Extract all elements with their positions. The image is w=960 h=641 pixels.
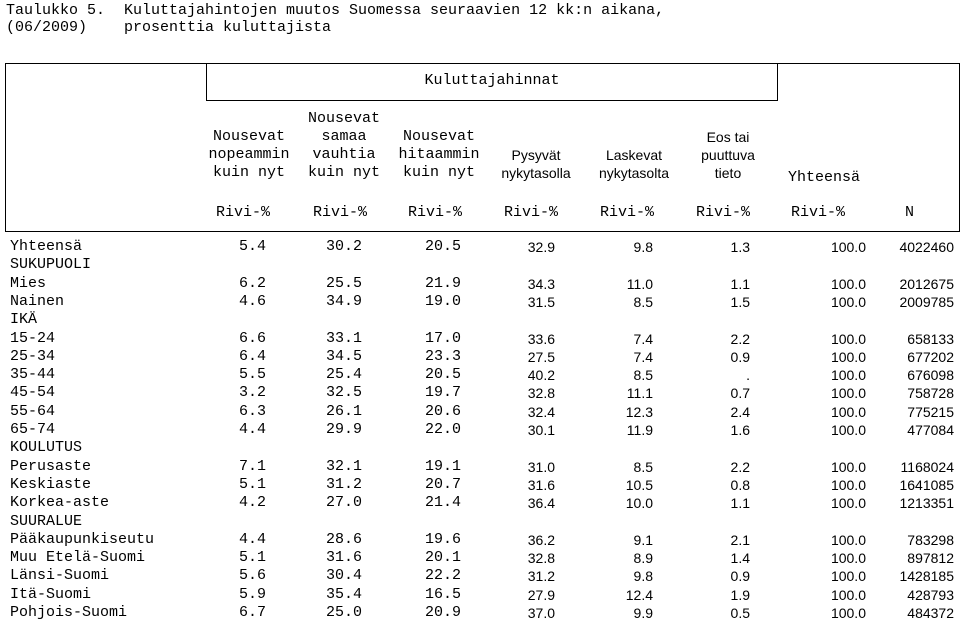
section-header-row	[0, 513, 960, 531]
table-cell: 100.0	[830, 422, 866, 438]
table-cell: 19.6	[424, 531, 461, 548]
row-label: Pääkaupunkiseutu	[10, 531, 155, 548]
table-cell: 5.9	[238, 586, 266, 603]
table-cell: 100.0	[830, 331, 866, 347]
table-cell: 5.1	[238, 549, 266, 566]
table-cell: 36.2	[527, 532, 555, 548]
table-cell: 22.2	[424, 567, 461, 584]
table-cell: 19.7	[424, 384, 461, 401]
table-cell: 677202	[907, 349, 954, 365]
table-cell: 16.5	[424, 586, 461, 603]
row-label: Keskiaste	[10, 476, 92, 493]
table-cell: 31.2	[527, 568, 555, 584]
table-cell: 1.4	[730, 550, 750, 566]
table-cell: 100.0	[830, 349, 866, 365]
table-cell: 100.0	[830, 294, 866, 310]
table-cell: 11.0	[626, 276, 653, 292]
table-row	[0, 366, 960, 384]
table-row	[0, 421, 960, 439]
table-cell: 31.6	[527, 477, 555, 493]
table-cell: 3.2	[238, 384, 266, 401]
table-cell: 1.9	[730, 587, 750, 603]
table-row	[0, 458, 960, 476]
table-cell: 17.0	[424, 330, 461, 347]
column-header-line: tieto	[714, 165, 742, 181]
table-cell: 11.1	[626, 385, 653, 401]
table-cell: 19.1	[424, 458, 461, 475]
table-cell: 9.1	[633, 532, 653, 548]
section-header-row	[0, 256, 960, 274]
table-cell: 23.3	[424, 348, 461, 365]
total-header: Yhteensä	[788, 169, 861, 186]
table-cell: 0.7	[730, 385, 750, 401]
table-cell: 25.4	[325, 366, 362, 383]
column-header-line: Nousevat	[402, 128, 475, 145]
table-row	[0, 494, 960, 512]
table-cell: 21.9	[424, 275, 461, 292]
unit-label: Rivi-%	[407, 204, 462, 221]
table-cell: 30.2	[325, 238, 362, 255]
column-header-line: nopeammin	[208, 146, 290, 163]
table-cell: 20.5	[424, 366, 461, 383]
table-cell: 19.0	[424, 293, 461, 310]
table-cell: 27.5	[527, 349, 555, 365]
row-label: 25-34	[10, 348, 56, 365]
table-cell: 32.1	[325, 458, 362, 475]
table-cell: 4.4	[238, 531, 266, 548]
table-cell: 897812	[907, 550, 954, 566]
column-header-line: Nousevat	[212, 128, 285, 145]
table-row	[0, 604, 960, 622]
column-header-line: kuin nyt	[212, 164, 285, 181]
table-row	[0, 403, 960, 421]
row-label: Pohjois-Suomi	[10, 604, 128, 621]
table-row	[0, 549, 960, 567]
table-period: (06/2009)	[6, 19, 88, 36]
table-cell: 26.1	[325, 403, 362, 420]
table-cell: 34.9	[325, 293, 362, 310]
unit-label: Rivi-%	[695, 204, 750, 221]
table-cell: 1428185	[899, 568, 954, 584]
table-cell: 32.5	[325, 384, 362, 401]
section-header-row	[0, 311, 960, 329]
row-label: Muu Etelä-Suomi	[10, 549, 146, 566]
row-label: Nainen	[10, 293, 65, 310]
table-cell: 758728	[907, 385, 954, 401]
row-label: SUKUPUOLI	[10, 256, 92, 273]
table-cell: 100.0	[830, 495, 866, 511]
row-label: Mies	[10, 275, 47, 292]
table-cell: 25.0	[325, 604, 362, 621]
column-header-line: Pysyvät	[511, 147, 561, 163]
table-cell: 2.2	[730, 459, 750, 475]
table-cell: 40.2	[527, 367, 555, 383]
table-title-line2: prosenttia kuluttajista	[124, 19, 332, 36]
table-row	[0, 384, 960, 402]
column-header-line: kuin nyt	[402, 164, 475, 181]
group-divider	[206, 100, 778, 101]
table-row	[0, 531, 960, 549]
group-header: Kuluttajahinnat	[424, 72, 560, 89]
table-cell: 1.3	[730, 239, 750, 255]
table-cell: 4.6	[238, 293, 266, 310]
table-cell: 11.9	[626, 422, 653, 438]
column-header-line: samaa	[321, 128, 367, 145]
unit-label: Rivi-%	[790, 204, 845, 221]
table-row	[0, 476, 960, 494]
column-header-line: nykytasolla	[501, 165, 571, 181]
table-cell: 2012675	[899, 276, 954, 292]
table-cell: 477084	[907, 422, 954, 438]
row-label: Länsi-Suomi	[10, 567, 110, 584]
table-cell: 1.5	[730, 294, 750, 310]
table-cell: 100.0	[830, 532, 866, 548]
table-cell: 100.0	[830, 587, 866, 603]
row-label: 35-44	[10, 366, 56, 383]
table-cell: 1.1	[730, 495, 750, 511]
table-cell: 4.4	[238, 421, 266, 438]
table-cell: 32.8	[527, 550, 555, 566]
table-cell: 100.0	[830, 550, 866, 566]
table-cell: 658133	[907, 331, 954, 347]
table-cell: 30.1	[527, 422, 555, 438]
unit-label: Rivi-%	[503, 204, 558, 221]
table-cell: .	[746, 367, 750, 383]
row-label: Korkea-aste	[10, 494, 110, 511]
table-cell: 20.5	[424, 238, 461, 255]
table-cell: 100.0	[830, 568, 866, 584]
column-header-line: nykytasolta	[598, 165, 670, 181]
table-cell: 32.9	[527, 239, 555, 255]
table-cell: 775215	[907, 404, 954, 420]
table-cell: 9.8	[633, 568, 653, 584]
table-cell: 34.3	[527, 276, 555, 292]
table-cell: 4022460	[899, 239, 954, 255]
row-label: Yhteensä	[10, 238, 83, 255]
table-cell: 100.0	[830, 367, 866, 383]
table-row	[0, 330, 960, 348]
table-row	[0, 275, 960, 293]
table-cell: 6.3	[238, 403, 266, 420]
table-cell: 25.5	[325, 275, 362, 292]
table-cell: 5.6	[238, 567, 266, 584]
table-row	[0, 567, 960, 585]
table-cell: 21.4	[424, 494, 461, 511]
table-cell: 12.3	[625, 404, 653, 420]
section-header-row	[0, 439, 960, 457]
table-cell: 100.0	[830, 605, 866, 621]
table-cell: 100.0	[830, 239, 866, 255]
table-cell: 1.6	[730, 422, 750, 438]
row-label: Itä-Suomi	[10, 586, 92, 603]
table-cell: 20.9	[424, 604, 461, 621]
table-cell: 2.4	[730, 404, 750, 420]
table-cell: 8.5	[633, 294, 653, 310]
table-cell: 31.2	[325, 476, 362, 493]
table-cell: 31.6	[325, 549, 362, 566]
table-cell: 9.9	[633, 605, 653, 621]
table-cell: 20.6	[424, 403, 461, 420]
row-label: 65-74	[10, 421, 56, 438]
table-cell: 100.0	[830, 385, 866, 401]
table-cell: 9.8	[633, 239, 653, 255]
table-cell: 28.6	[325, 531, 362, 548]
table-cell: 31.0	[527, 459, 555, 475]
table-cell: 5.1	[238, 476, 266, 493]
table-cell: 0.8	[730, 477, 750, 493]
table-cell: 22.0	[424, 421, 461, 438]
table-cell: 2.1	[730, 532, 750, 548]
table-cell: 2009785	[899, 294, 954, 310]
table-cell: 6.2	[238, 275, 266, 292]
table-cell: 1168024	[900, 459, 954, 475]
table-cell: 7.4	[633, 349, 653, 365]
column-header-line: Laskevat	[605, 147, 663, 163]
table-cell: 4.2	[238, 494, 266, 511]
table-cell: 32.8	[527, 385, 555, 401]
row-label: Perusaste	[10, 458, 92, 475]
table-cell: 1641085	[899, 477, 954, 493]
table-cell: 12.4	[625, 587, 653, 603]
table-cell: 484372	[907, 605, 954, 621]
table-cell: 1213351	[899, 495, 954, 511]
table-cell: 32.4	[527, 404, 555, 420]
column-header-line: Nousevat	[307, 110, 380, 127]
row-label: 15-24	[10, 330, 56, 347]
table-cell: 5.5	[238, 366, 266, 383]
table-row	[0, 238, 960, 256]
table-cell: 34.5	[325, 348, 362, 365]
table-cell: 20.7	[424, 476, 461, 493]
table-cell: 30.4	[325, 567, 362, 584]
table-cell: 783298	[907, 532, 954, 548]
table-cell: 20.1	[424, 549, 461, 566]
table-cell: 6.4	[238, 348, 266, 365]
unit-label: Rivi-%	[312, 204, 367, 221]
table-cell: 0.5	[730, 605, 750, 621]
unit-label: N	[904, 204, 914, 221]
table-label: Taulukko 5.	[6, 2, 106, 19]
table-cell: 8.9	[633, 550, 653, 566]
table-cell: 676098	[907, 367, 954, 383]
table-cell: 100.0	[830, 404, 866, 420]
table-cell: 35.4	[325, 586, 362, 603]
table-row	[0, 293, 960, 311]
column-header-line: vauhtia	[312, 146, 376, 163]
table-cell: 100.0	[830, 477, 866, 493]
table-cell: 8.5	[633, 367, 653, 383]
table-cell: 33.1	[325, 330, 362, 347]
table-cell: 7.1	[238, 458, 266, 475]
unit-label: Rivi-%	[215, 204, 270, 221]
table-cell: 1.1	[730, 276, 750, 292]
table-cell: 27.0	[325, 494, 362, 511]
table-cell: 10.0	[625, 495, 653, 511]
table-cell: 6.6	[238, 330, 266, 347]
table-cell: 2.2	[730, 331, 750, 347]
table-cell: 0.9	[730, 349, 750, 365]
table-row	[0, 586, 960, 604]
table-cell: 100.0	[830, 459, 866, 475]
table-title-line1: Kuluttajahintojen muutos Suomessa seuraavien 12 kk:n aikana,	[124, 2, 665, 19]
table-cell: 6.7	[238, 604, 266, 621]
row-label: KOULUTUS	[10, 439, 83, 456]
row-label: SUURALUE	[10, 513, 83, 530]
table-cell: 5.4	[238, 238, 266, 255]
column-header-line: hitaammin	[398, 146, 480, 163]
row-label: IKÄ	[10, 311, 38, 328]
row-label: 45-54	[10, 384, 56, 401]
column-header-line: puuttuva	[701, 147, 755, 163]
table-cell: 27.9	[527, 587, 555, 603]
table-cell: 10.5	[625, 477, 653, 493]
table-cell: 100.0	[830, 276, 866, 292]
table-cell: 0.9	[730, 568, 750, 584]
table-cell: 31.5	[527, 294, 555, 310]
column-header-line: kuin nyt	[307, 164, 380, 181]
table-cell: 7.4	[633, 331, 653, 347]
table-cell: 8.5	[633, 459, 653, 475]
column-header-line: Eos tai	[706, 129, 750, 145]
table-row	[0, 348, 960, 366]
row-label: 55-64	[10, 403, 56, 420]
table-cell: 33.6	[527, 331, 555, 347]
table-cell: 428793	[907, 587, 954, 603]
table-cell: 29.9	[325, 421, 362, 438]
table-cell: 37.0	[527, 605, 555, 621]
unit-label: Rivi-%	[599, 204, 654, 221]
table-cell: 36.4	[527, 495, 555, 511]
